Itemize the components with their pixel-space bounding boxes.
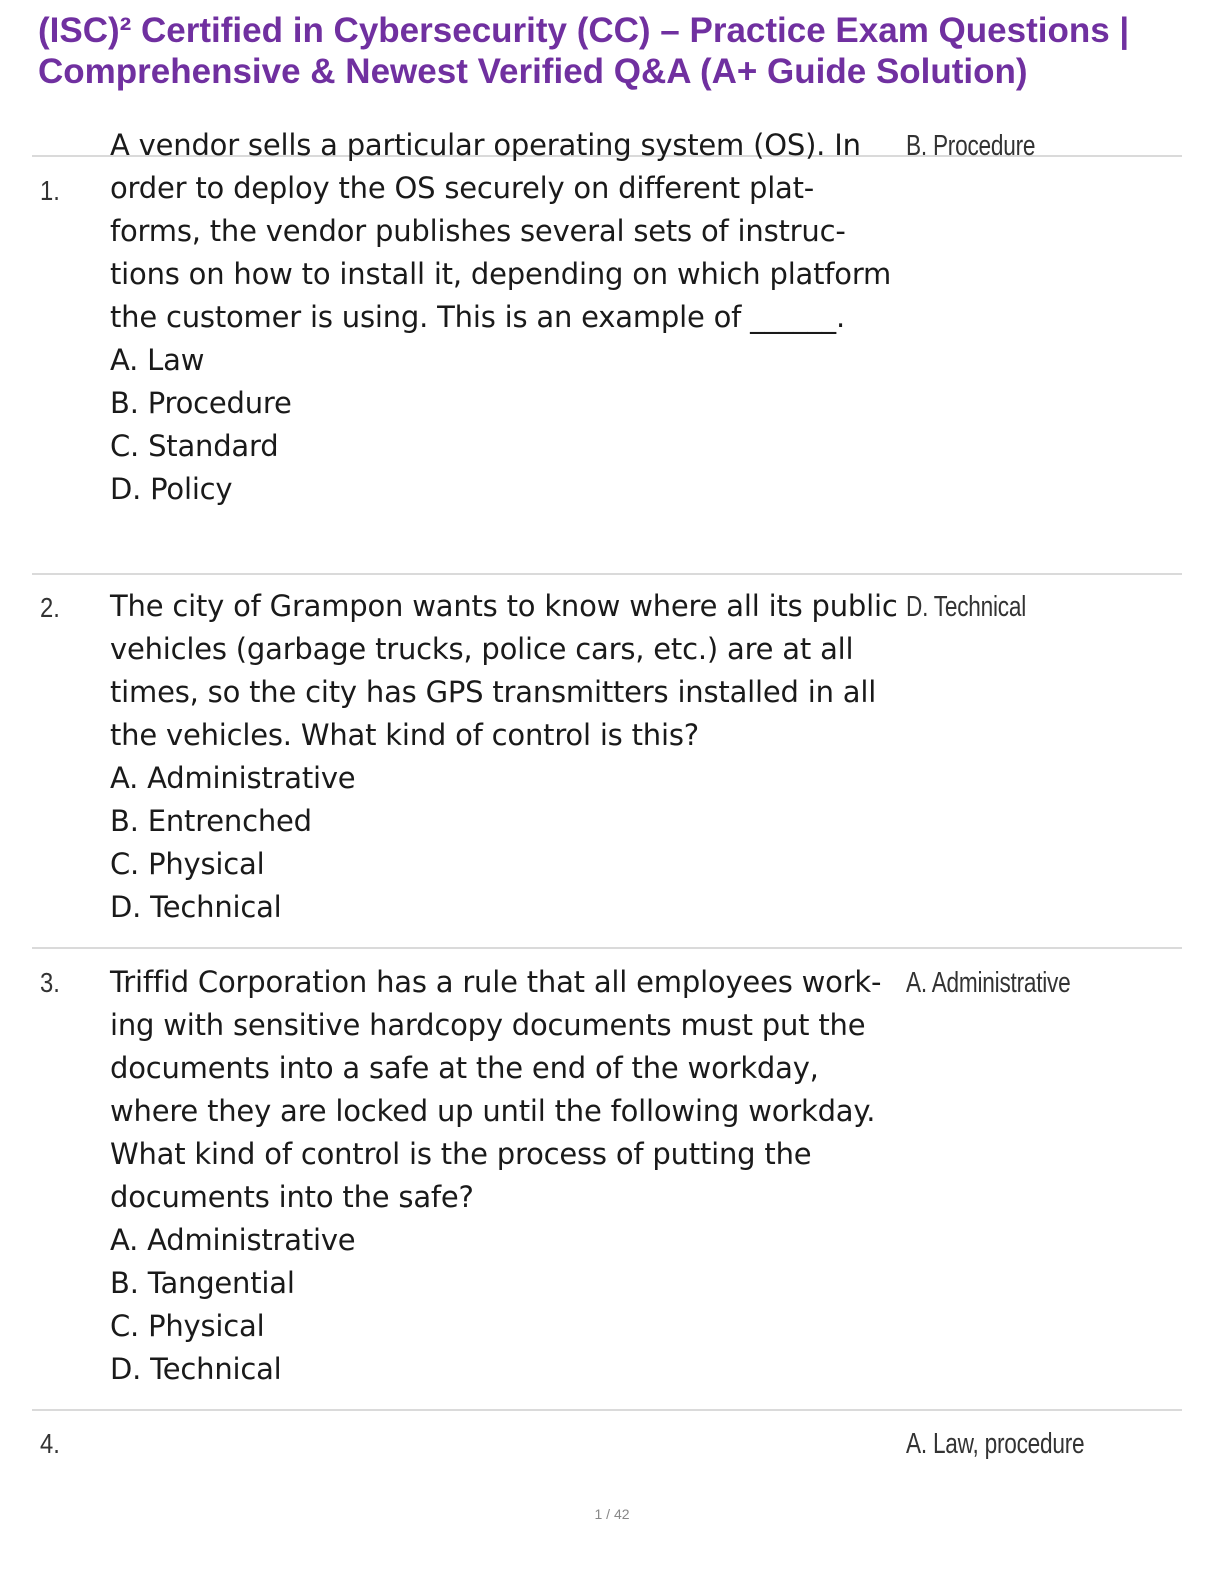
question-2-text [110,585,910,929]
question-3-number: 3. [40,967,60,998]
question-2-line: times, so the city has GPS transmitters installed in all [110,675,877,709]
question-2-answer: D. Technical [906,591,1026,623]
question-3-option-a: A. Administrative [110,1223,356,1257]
question-2-line: vehicles (garbage trucks, police cars, etc.) are at all [110,632,854,666]
question-1-line: forms, the vendor publishes several sets of instruc- [110,214,846,248]
question-1-line: the customer is using. This is an example of ______. [110,300,846,334]
question-1-option-d: D. Policy [110,472,233,506]
question-2-line: The city of Grampon wants to know where all its public [110,589,898,623]
question-2-line: the vehicles. What kind of control is this? [110,718,699,752]
question-1-option-b: B. Procedure [110,386,292,420]
question-1-line: tions on how to install it, depending on which platform [110,257,892,291]
question-3-option-b: B. Tangential [110,1266,295,1300]
question-2-option-a: A. Administrative [110,761,356,795]
question-1-answer: B. Procedure [906,130,1036,162]
question-2-top-divider [32,573,1182,575]
question-4-number: 4. [40,1428,60,1459]
question-2-option-b: B. Entrenched [110,804,312,838]
question-2-option-d: D. Technical [110,890,282,924]
question-4-answer: A. Law, procedure [906,1428,1085,1460]
document-title-line-2: Comprehensive & Newest Verified Q&A (A+ Guide Solution) [38,52,1028,91]
document-title [38,10,1188,92]
document-title-line-1: (ISC)² Certified in Cybersecurity (CC) – Practice Exam Questions | [38,11,1130,50]
question-1-option-a: A. Law [110,343,205,377]
question-3-option-d: D. Technical [110,1352,282,1386]
page-number: 1 / 42 [594,1506,630,1522]
question-1-text [110,124,910,511]
question-1-number: 1. [40,175,60,206]
question-1-option-c: C. Standard [110,429,279,463]
question-3-line: documents into a safe at the end of the workday, [110,1051,819,1085]
question-1-line: order to deploy the OS securely on different plat- [110,171,815,205]
question-3-text [110,961,910,1391]
question-3-answer: A. Administrative [906,967,1071,999]
question-2-number: 2. [40,592,60,623]
question-3-line: Triffid Corporation has a rule that all employees work- [110,965,882,999]
question-4-top-divider [32,1409,1182,1411]
question-3-option-c: C. Physical [110,1309,265,1343]
question-1-line: A vendor sells a particular operating system (OS). In [110,128,861,162]
question-3-line: documents into the safe? [110,1180,474,1214]
question-3-top-divider [32,947,1182,949]
question-2-option-c: C. Physical [110,847,265,881]
question-3-line: What kind of control is the process of putting the [110,1137,812,1171]
question-3-line: ing with sensitive hardcopy documents must put the [110,1008,866,1042]
question-3-line: where they are locked up until the following workday. [110,1094,876,1128]
